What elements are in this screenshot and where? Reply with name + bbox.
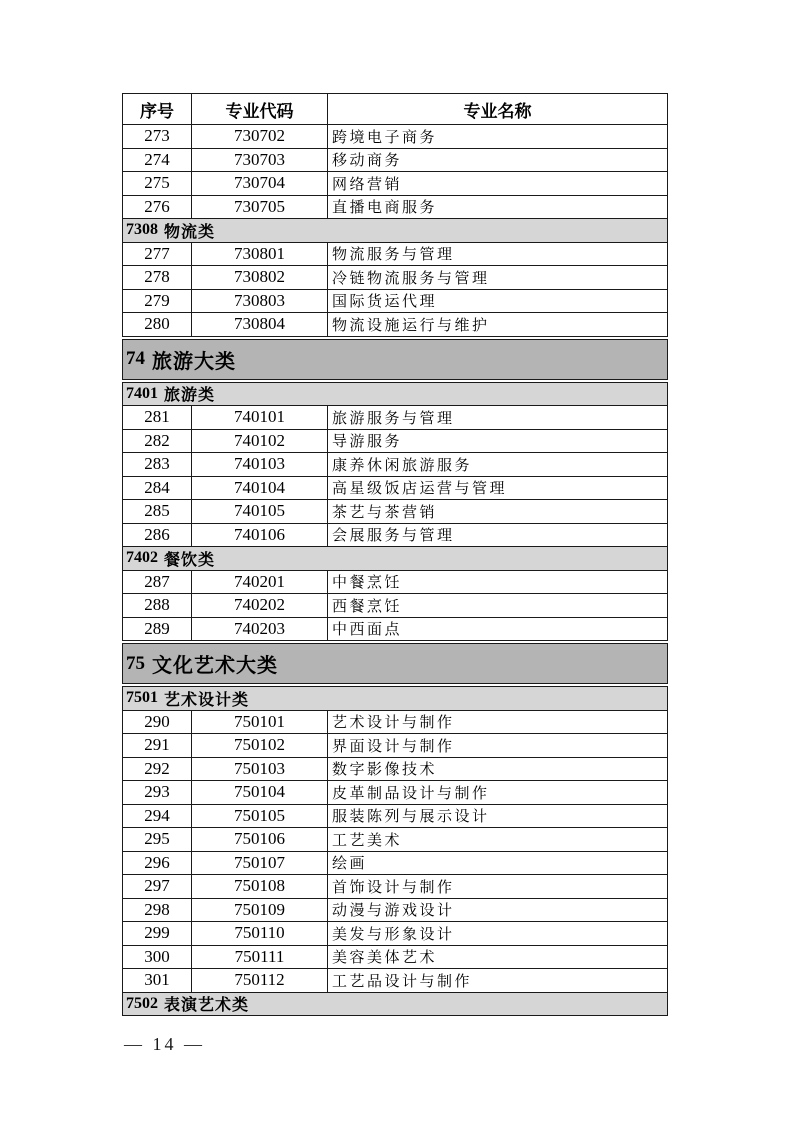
cell-name: 西餐烹饪 [332, 598, 403, 615]
table-row [122, 898, 668, 923]
column-header-name: 专业名称 [463, 101, 532, 121]
cell-name: 数字影像技术 [332, 762, 438, 779]
cell-code: 750109 [192, 899, 328, 922]
cell-name: 国际货运代理 [332, 294, 438, 311]
cell-name: 高星级饭店运营与管理 [332, 481, 508, 498]
cell-code: 730803 [192, 290, 328, 313]
cell-serial: 296 [123, 852, 192, 875]
cell-serial: 286 [123, 524, 192, 547]
cell-code: 740203 [192, 618, 328, 641]
table-row [122, 617, 668, 642]
cell-code: 740106 [192, 524, 328, 547]
cell-code: 750107 [192, 852, 328, 875]
cell-name: 首饰设计与制作 [332, 879, 455, 896]
cell-name: 动漫与游戏设计 [332, 903, 455, 920]
table-row [122, 289, 668, 314]
cell-name: 界面设计与制作 [332, 738, 455, 755]
cell-serial: 280 [123, 313, 192, 336]
cell-code: 750106 [192, 828, 328, 851]
cell-code: 730703 [192, 149, 328, 172]
cell-serial: 301 [123, 969, 192, 992]
table-row [122, 593, 668, 618]
cell-name: 中餐烹饪 [332, 575, 403, 592]
cell-serial: 273 [123, 125, 192, 148]
cell-code: 740102 [192, 430, 328, 453]
table-row [122, 874, 668, 899]
cell-code: 750103 [192, 758, 328, 781]
cell-code: 750110 [192, 922, 328, 945]
cell-serial: 278 [123, 266, 192, 289]
table-row [122, 523, 668, 548]
cell-code: 740103 [192, 453, 328, 476]
cell-name: 物流设施运行与维护 [332, 317, 490, 334]
section-name: 旅游类 [164, 387, 216, 405]
cell-serial: 289 [123, 618, 192, 641]
section-name: 旅游大类 [152, 350, 236, 373]
cell-serial: 283 [123, 453, 192, 476]
cell-code: 750111 [192, 946, 328, 969]
table-row [122, 780, 668, 805]
section-name: 表演艺术类 [164, 997, 250, 1015]
cell-code: 750108 [192, 875, 328, 898]
cell-code: 740202 [192, 594, 328, 617]
cell-serial: 285 [123, 500, 192, 523]
cell-code: 740104 [192, 477, 328, 500]
section-row-minor [122, 382, 668, 407]
cell-code: 730702 [192, 125, 328, 148]
table-row [122, 945, 668, 970]
cell-serial: 277 [123, 243, 192, 266]
cell-name: 美容美体艺术 [332, 950, 438, 967]
cell-name: 中西面点 [332, 622, 403, 639]
cell-serial: 274 [123, 149, 192, 172]
table-row [122, 921, 668, 946]
cell-serial: 288 [123, 594, 192, 617]
cell-serial: 284 [123, 477, 192, 500]
section-row-minor [122, 546, 668, 571]
table-row [122, 405, 668, 430]
cell-serial: 279 [123, 290, 192, 313]
cell-code: 730704 [192, 172, 328, 195]
cell-name: 工艺品设计与制作 [332, 973, 473, 990]
table-row [122, 733, 668, 758]
section-name: 文化艺术大类 [152, 655, 278, 677]
section-code: 7401 [126, 384, 158, 402]
cell-name: 康养休闲旅游服务 [332, 457, 473, 474]
cell-serial: 299 [123, 922, 192, 945]
section-row-minor [122, 686, 668, 711]
section-code: 7308 [126, 221, 158, 239]
cell-serial: 290 [123, 711, 192, 734]
table-row [122, 452, 668, 477]
cell-name: 物流服务与管理 [332, 247, 455, 264]
table-row [122, 195, 668, 220]
cell-serial: 294 [123, 805, 192, 828]
cell-serial: 282 [123, 430, 192, 453]
table-row [122, 242, 668, 267]
table-row [122, 429, 668, 454]
cell-serial: 297 [123, 875, 192, 898]
column-header-code: 专业代码 [192, 94, 328, 124]
table-row [122, 312, 668, 337]
cell-code: 750104 [192, 781, 328, 804]
cell-code: 750101 [192, 711, 328, 734]
cell-code: 750105 [192, 805, 328, 828]
cell-serial: 292 [123, 758, 192, 781]
cell-serial: 276 [123, 196, 192, 219]
section-name: 艺术设计类 [164, 691, 250, 709]
table-row [122, 710, 668, 735]
section-row-major [122, 643, 668, 684]
cell-serial: 275 [123, 172, 192, 195]
section-row-minor [122, 218, 668, 243]
cell-code: 730801 [192, 243, 328, 266]
column-header-serial: 序号 [123, 94, 192, 124]
table-row [122, 476, 668, 501]
table-body [122, 124, 668, 1016]
section-code: 7502 [126, 994, 158, 1012]
section-code: 7402 [126, 549, 158, 567]
section-code: 75 [126, 652, 145, 674]
section-row-minor [122, 992, 668, 1017]
cell-code: 730705 [192, 196, 328, 219]
cell-name: 茶艺与茶营销 [332, 504, 438, 521]
table-row [122, 827, 668, 852]
table-row [122, 804, 668, 829]
cell-serial: 298 [123, 899, 192, 922]
cell-serial: 291 [123, 734, 192, 757]
cell-serial: 300 [123, 946, 192, 969]
cell-name: 皮革制品设计与制作 [332, 785, 490, 802]
cell-serial: 295 [123, 828, 192, 851]
cell-serial: 287 [123, 571, 192, 594]
section-name: 物流类 [164, 223, 216, 241]
table-row [122, 499, 668, 524]
cell-name: 旅游服务与管理 [332, 410, 455, 427]
cell-code: 730804 [192, 313, 328, 336]
page-number: — 14 — [124, 1034, 205, 1054]
cell-name: 直播电商服务 [332, 200, 438, 217]
cell-name: 艺术设计与制作 [332, 715, 455, 732]
table-row [122, 148, 668, 173]
cell-name: 会展服务与管理 [332, 528, 455, 545]
section-row-major [122, 339, 668, 380]
cell-serial: 293 [123, 781, 192, 804]
section-code: 7501 [126, 689, 158, 707]
table-row [122, 124, 668, 149]
cell-name: 导游服务 [332, 434, 403, 451]
section-code: 74 [126, 348, 145, 369]
cell-serial: 281 [123, 406, 192, 429]
section-name: 餐饮类 [164, 551, 216, 569]
cell-code: 750102 [192, 734, 328, 757]
table-row [122, 171, 668, 196]
cell-code: 730802 [192, 266, 328, 289]
cell-name: 服装陈列与展示设计 [332, 809, 490, 826]
cell-name: 跨境电子商务 [332, 129, 438, 146]
cell-name: 绘画 [332, 856, 368, 873]
cell-name: 冷链物流服务与管理 [332, 270, 490, 287]
cell-name: 工艺美术 [332, 832, 403, 849]
table-row [122, 851, 668, 876]
table-row [122, 570, 668, 595]
cell-code: 750112 [192, 969, 328, 992]
specialty-table [122, 93, 668, 1016]
cell-name: 移动商务 [332, 153, 403, 170]
cell-code: 740201 [192, 571, 328, 594]
table-header-row [122, 93, 668, 125]
cell-name: 美发与形象设计 [332, 926, 455, 943]
cell-name: 网络营销 [332, 176, 403, 193]
cell-code: 740105 [192, 500, 328, 523]
table-row [122, 265, 668, 290]
cell-code: 740101 [192, 406, 328, 429]
table-row [122, 757, 668, 782]
table-row [122, 968, 668, 993]
